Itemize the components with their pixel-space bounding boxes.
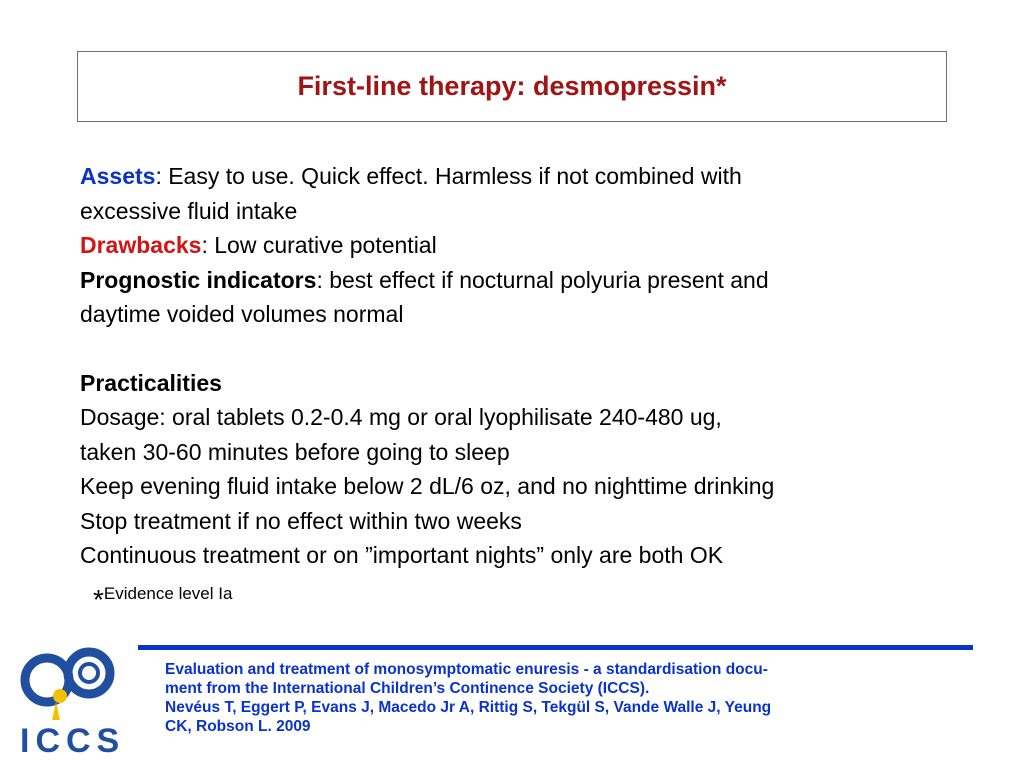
assets-label: Assets <box>80 163 156 189</box>
footer-divider <box>138 645 973 650</box>
practicalities-line: Stop treatment if no effect within two weeks <box>80 507 522 534</box>
prognostic-label: Prognostic indicators <box>80 266 317 293</box>
logo-text: ICCS <box>20 722 126 758</box>
drawbacks-text: : Low curative potential <box>201 232 437 258</box>
practicalities-line: Keep evening fluid intake below 2 dL/6 oz, and no nighttime drinking <box>80 473 775 499</box>
prognostic-line <box>80 263 960 298</box>
citation-line: ment from the International Children’s Continence Society (ICCS). <box>165 680 650 697</box>
footnote-star: * <box>93 584 104 615</box>
citation-line: Evaluation and treatment of monosymptomatic enuresis - a standardisation docu- <box>165 661 768 678</box>
footnote <box>93 584 232 616</box>
citation-line: CK, Robson L. 2009 <box>165 718 311 735</box>
drawbacks-line <box>80 228 960 263</box>
prognostic-text: : best effect if nocturnal polyuria present and <box>316 266 769 293</box>
footnote-text: Evidence level Ia <box>103 584 233 603</box>
assets-line <box>80 159 960 194</box>
assets-line-2: excessive fluid intake <box>80 197 298 224</box>
drawbacks-label: Drawbacks <box>80 232 202 258</box>
assets-text: : Easy to use. Quick effect. Harmless if not combined with <box>155 163 742 189</box>
practicalities-heading: Practicalities <box>80 369 222 396</box>
practicalities-line: Dosage: oral tablets 0.2-0.4 mg or oral lyophilisate 240-480 ug, <box>80 404 722 430</box>
citation-line: Nevéus T, Eggert P, Evans J, Macedo Jr A, Rittig S, Tekgül S, Vande Walle J, Yeung <box>165 699 772 716</box>
practicalities-line: Continuous treatment or on ”important nights” only are both OK <box>80 542 724 568</box>
title-box <box>77 51 947 122</box>
slide-title: First-line therapy: desmopressin* <box>297 71 727 101</box>
slide-body <box>80 159 960 573</box>
prognostic-line-2: daytime voided volumes normal <box>80 301 404 327</box>
iccs-logo-icon <box>12 640 140 758</box>
practicalities-line: taken 30-60 minutes before going to sleep <box>80 438 510 465</box>
citation <box>165 660 965 736</box>
